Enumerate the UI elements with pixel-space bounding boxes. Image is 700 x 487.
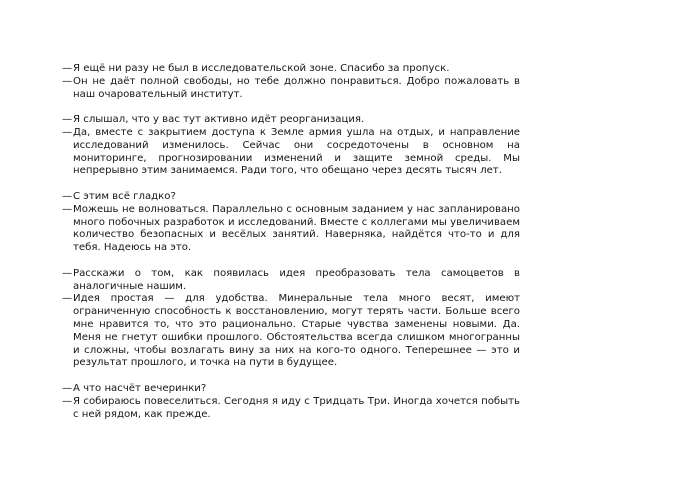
dialogue-dash: — [62,190,73,202]
dialogue-line [62,204,520,255]
dialogue-text: Он не даёт полной свободы, но тебе должно понравиться. Добро пожаловать в наш очаровательный институт. [73,75,520,100]
dialogue-line [62,191,520,204]
dialogue-text: Расскажи о том, как появилась идея преобразовать тела самоцветов в аналогичные нашим. [73,267,520,292]
dialogue-page [62,63,520,421]
dialogue-dash: — [62,126,73,138]
dialogue-text: Можешь не волноваться. Параллельно с основным заданием у нас запланировано много побочных разработок и исследований. Вместе с коллегами мы увеличиваем количество безопасных и весёлых занятий. Наверняка, найдётся что-то и для тебя. Надеюсь на это. [73,203,520,254]
dialogue-text: Идея простая — для удобства. Минеральные тела много весят, имеют ограниченную способность к восстановлению, могут терять части. Больше всего мне нравится то, что это рационально. Старые чувства заменены новыми. Да. Меня не гнетут ошибки прошлого. Обстоятельства всегда слишком многогранны и сложны, чтобы возлагать вину за них на кого-то одного. Теперешнее — это и результат прошлого, и точка на пути в будущее. [73,293,520,369]
dialogue-text: Я ещё ни разу не был в исследовательской зоне. Спасибо за пропуск. [73,63,450,74]
dialogue-exchange [62,114,520,178]
dialogue-text: А что насчёт вечеринки? [73,382,207,394]
dialogue-line [62,76,520,102]
dialogue-text: Да, вместе с закрытием доступа к Земле армия ушла на отдых, и направление исследований изменилось. Сейчас они сосредоточены в основном на мониторинге, прогнозировании изменений и защите земной среды. Мы непрерывно этим занимаемся. Ради того, что обещано через десять тысяч лет. [73,126,520,177]
dialogue-text: С этим всё гладко? [73,190,176,202]
dialogue-dash: — [62,75,73,87]
dialogue-text: Я слышал, что у вас тут активно идёт реорганизация. [73,114,365,126]
dialogue-dash: — [62,293,73,305]
dialogue-dash: — [62,203,73,215]
dialogue-line [62,383,520,396]
dialogue-text: Я собираюсь повеселиться. Сегодня я иду с Тридцать Три. Иногда хочется побыть с ней рядом, как прежде. [73,395,520,420]
dialogue-dash: — [62,382,73,394]
dialogue-exchange [62,191,520,255]
dialogue-dash: — [62,395,73,407]
dialogue-exchange [62,383,520,421]
dialogue-line [62,268,520,294]
dialogue-exchange [62,268,520,370]
dialogue-line [62,396,520,422]
dialogue-line [62,63,520,76]
dialogue-line [62,293,520,370]
dialogue-exchange [62,63,520,101]
dialogue-line [62,114,520,127]
dialogue-dash: — [62,63,73,74]
dialogue-dash: — [62,114,73,126]
dialogue-dash: — [62,267,73,279]
dialogue-line [62,127,520,178]
